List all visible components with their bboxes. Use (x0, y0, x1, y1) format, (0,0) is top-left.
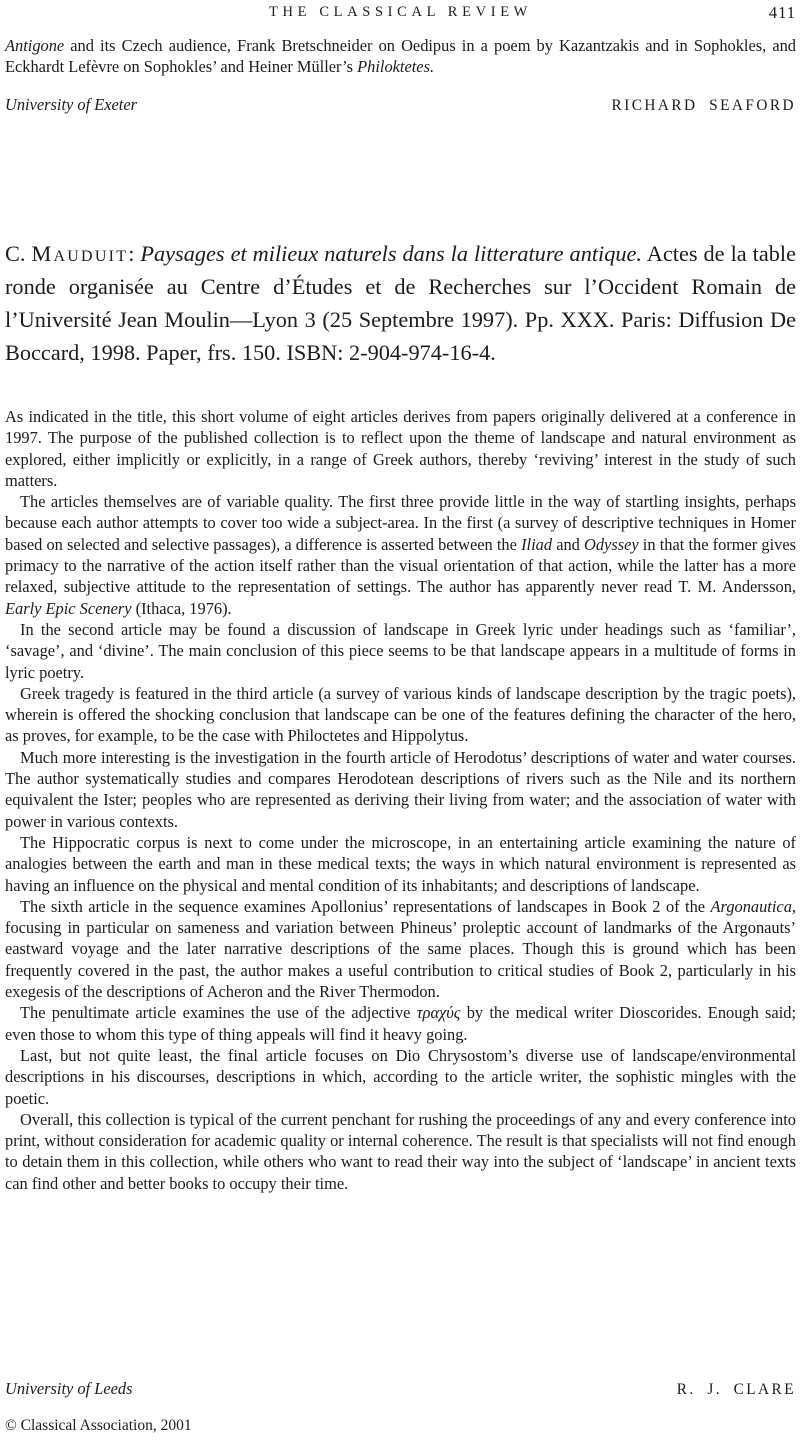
review-paragraph: The articles themselves are of variable quality. The first three provide little in the way of startling insights, perhaps because each author attempts to cover too wide a subject-area. In the first (a survey of descriptive techniques in Homer based on selected and selective passages), a difference is asserted between the Iliad and Odyssey in that the former gives primacy to the narrative of the action itself rather than the visual orientation of that action, while the latter has a more relaxed, subjective attitude to the representation of settings. The author has apparently never read T. M. Andersson, Early Epic Scenery (Ithaca, 1976). (5, 492, 796, 618)
review-body (5, 406, 796, 1194)
review-paragraph: The sixth article in the sequence examines Apollonius’ representations of landscapes in Book 2 of the Argonautica, focusing in particular on sameness and variation between Phineus’ proleptic account of landmarks of the Argonauts’ eastward voyage and the later narrative descriptions of the same places. Though this is ground which has been frequently covered in the past, the author makes a useful contribution to critical studies of Book 2, particularly in his exegesis of the descriptions of Acheron and the River Thermodon. (5, 896, 796, 1002)
journal-title: THE CLASSICAL REVIEW (268, 4, 533, 20)
previous-review-signature (5, 95, 796, 115)
review-paragraph: The Hippocratic corpus is next to come under the microscope, in an entertaining article examining the nature of analogies between the earth and man in these medical texts; the ways in which natural environment is represented as having an influence on the physical and mental condition of its inhabitants; and descriptions of landscape. (5, 832, 796, 895)
page-number: 411 (768, 3, 796, 22)
reviewer-affiliation: University of Exeter (5, 94, 137, 114)
review-paragraph: Much more interesting is the investigation in the fourth article of Herodotus’ descriptions of water and water courses. The author systematically studies and compares Herodotean descriptions of rivers such as the Nile and its northern equivalent the Ister; peoples who are represented as deriving their living from water; and the association of water with power in various contexts. (5, 747, 796, 831)
review-paragraph: In the second article may be found a discussion of landscape in Greek lyric under headings such as ‘familiar’, ‘savage’, and ‘divine’. The main conclusion of this piece seems to be that landscape appears in a multitude of forms in lyric poetry. (5, 619, 796, 682)
review-paragraph: Greek tragedy is featured in the third article (a survey of various kinds of landscape description by the tragic poets), wherein is offered the shocking conclusion that landscape can be one of the features defining the character of the hero, as proves, for example, to be the case with Philoctetes and Hippolytus. (5, 683, 796, 746)
running-head (5, 3, 796, 21)
previous-review-closing-text: Antigone and its Czech audience, Frank Bretschneider on Oedipus in a poem by Kazantzakis and in Sophokles, and Eckhardt Lefèvre on Sophokles’ and Heiner Müller’s Philoktetes. (5, 36, 796, 77)
copyright-line: © Classical Association, 2001 (5, 1417, 192, 1434)
reviewer-name: RICHARD SEAFORD (611, 96, 796, 114)
review-paragraph: Overall, this collection is typical of the current penchant for rushing the proceedings of any and every conference into print, without consideration for academic quality or internal coherence. The result is that specialists will not find enough to detain them in this collection, while others who want to read their way into the subject of ‘landscape’ in ancient texts can find other and better books to occupy their time. (5, 1109, 796, 1193)
review-paragraph: As indicated in the title, this short volume of eight articles derives from papers originally delivered at a conference in 1997. The purpose of the published collection is to reflect upon the theme of landscape and natural environment as explored, either implicitly or explicitly, in a range of Greek authors, thereby ‘reviving’ interest in the study of such matters. (5, 407, 796, 490)
review-paragraph: The penultimate article examines the use of the adjective τραχύς by the medical writer Dioscorides. Enough said; even those to whom this type of thing appeals will find it heavy going. (5, 1003, 797, 1044)
reviewer-affiliation: University of Leeds (5, 1379, 133, 1398)
review-paragraph: Last, but not quite least, the final article focuses on Dio Chrysostom’s diverse use of landscape/environmental descriptions in his discourses, descriptions in which, according to the article writer, the sophistic mingles with the poetic. (5, 1045, 796, 1108)
review-heading: C. Mauduit: Paysages et milieux naturels dans la litterature antique. Actes de la table ronde organisée au Centre d’Études et de Recherches sur l’Occident Romain de l’Université Jean Moulin—Lyon 3 (25 Septembre 1997). Pp. XXX. Paris: Diffusion De Boccard, 1998. Paper, frs. 150. ISBN: 2-904-974-16-4. (5, 241, 796, 365)
previous-review-end (5, 35, 796, 115)
reviewer-name: R. J. CLARE (676, 1381, 796, 1398)
review-signature (5, 1379, 796, 1399)
